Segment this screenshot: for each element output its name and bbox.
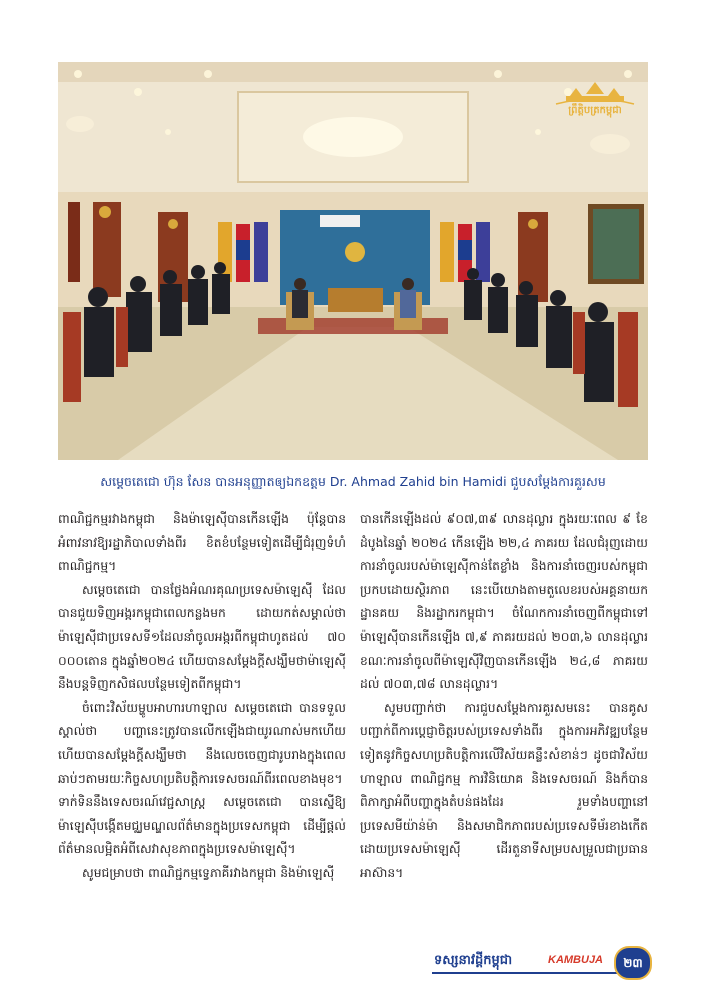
watermark-text: ព្រឹត្តិបត្រកម្ពុជា xyxy=(568,105,622,116)
article-column-left xyxy=(58,508,346,948)
paragraph: សូមជម្រាបថា ពាណិជ្ជកម្មទ្វេភាគីរវាងកម្ពុជា និងម៉ាឡេស៊ី xyxy=(82,865,335,880)
article-column-right xyxy=(360,508,648,948)
magazine-title: ទស្សនាវដ្តីកម្ពុជា xyxy=(434,953,513,968)
meeting-scene xyxy=(58,62,648,460)
magazine-brand: KAMBUJA xyxy=(548,954,603,966)
page-footer xyxy=(0,946,707,986)
photo-caption: សម្តេចតេជោ ហ៊ុន សែន បានអនុញ្ញាតឲ្យឯកឧត្តម Dr. Ahmad Zahid bin Hamidi ជួបសម្តែងការគួរសម xyxy=(100,474,606,489)
paragraph: សូមបញ្ជាក់ថា ការជួបសម្តែងការគួរសមនេះ បានគូសបញ្ជាក់ពីការប្តេជ្ញាចិត្តរបស់ប្រទេសទាំងពីរ ក្នុងការអភិវឌ្ឍបន្ថែមទៀតនូវកិច្ចសហប្រតិបត្តិការលើវិស័យគន្លឹះសំខាន់ៗ ដូចជាវិស័យហាឡាល ពាណិជ្ជកម្ម ការវិនិយោគ និងទេសចរណ៍ និងក៏បានពិភាក្សាអំពីបញ្ហាក្នុងតំបន់ផងដែរ រួមទាំងបញ្ហានៅប្រទេសមីយ៉ាន់ម៉ា និងសមាជិកភាពរបស់ប្រទេសទីម័រខាងកើតដោយប្រទេសម៉ាឡេស៊ី ដើរតួនាទីសម្របសម្រួលជាប្រធានអាស៊ាន។ xyxy=(360,700,648,880)
page-number: ២៣ xyxy=(614,946,652,980)
paragraph: ចំពោះវិស័យម្ហូបអាហារហាឡាល សម្តេចតេជោ បានទទួលស្គាល់ថា បញ្ហានេះត្រូវបានលើកឡើងជាយូរណាស់មកហើយ ហើយបានសម្តែងក្តីសង្ឃឹមថា នឹងលេចចេញជារូបរាងក្នុងពេលឆាប់ៗតាមរយៈកិច្ចសហប្រតិបត្តិការទេសចរណ៍ពីរពេលខាងមុខ។ ទាក់ទិននឹងទេសចរណ៍វេជ្ជសាស្ត្រ សម្តេចតេជោ បានស្នើឱ្យម៉ាឡេស៊ីបង្កើតមជ្ឈមណ្ឌលព័ត៌មានក្នុងប្រទេសកម្ពុជា ដើម្បីផ្តល់ព័ត៌មានលម្អិតអំពីសេវាសុខភាពក្នុងប្រទេសម៉ាឡេស៊ី។ xyxy=(58,700,346,857)
paragraph: សម្តេចតេជោ បានថ្លែងអំណរគុណប្រទេសម៉ាឡេស៊ី ដែលបានជួយទិញអង្ករកម្ពុជាពេលកន្លងមក ដោយកត់សម្គាល់ថាម៉ាឡេស៊ីជាប្រទេសទី១ដែលនាំចូលអង្ករពីកម្ពុជាហូតដល់ ៧០ ០០០តោន ក្នុងឆ្នាំ២០២៤ ហើយបានសម្តែងក្តីសង្ឃឹមថាម៉ាឡេស៊ីនឹងបន្តទិញកសិផលបន្ថែមទៀតពីកម្ពុជា។ xyxy=(58,582,346,692)
paragraph: ពាណិជ្ជកម្មរវាងកម្ពុជា និងម៉ាឡេស៊ីបានកើនឡើង ប៉ុន្តែបានអំពាវនាវឱ្យរដ្ឋាភិបាលទាំងពីរ ខិតខំបន្ថែមទៀតដើម្បីជំរុញទំហំពាណិជ្ជកម្ម។ xyxy=(58,512,346,574)
paragraph: បានកើនឡើងដល់ ៩០៧,៣៩ លានដុល្លារ ក្នុងរយៈពេល ៩ ខែដំបូងនៃឆ្នាំ ២០២៤ កើនឡើង ២២,៤ ភាគរយ ដែលជំរុញដោយការនាំចូលរបស់ម៉ាឡេស៊ីកាន់តែខ្លាំង និងការនាំចេញរបស់កម្ពុជាប្រកបដោយស្ថិរភាព នេះបើយោងតាមតួលេខរបស់អគ្គនាយកដ្ឋានគយ និងរដ្ឋាករកម្ពុជា។ ចំណែកការនាំចេញពីកម្ពុជាទៅម៉ាឡេស៊ីបានកើនឡើង ៧,៩ ភាគរយដល់ ២០៣,៦ លានដុល្លារ ខណៈការនាំចូលពីម៉ាឡេស៊ីវិញបានកើនឡើង ២៤,៨ ភាគរយដល់ ៧០៣,៧៨ លានដុល្លារ។ xyxy=(360,512,648,692)
magazine-watermark xyxy=(552,80,638,118)
meeting-photo xyxy=(58,62,648,460)
footer-divider xyxy=(432,972,618,974)
